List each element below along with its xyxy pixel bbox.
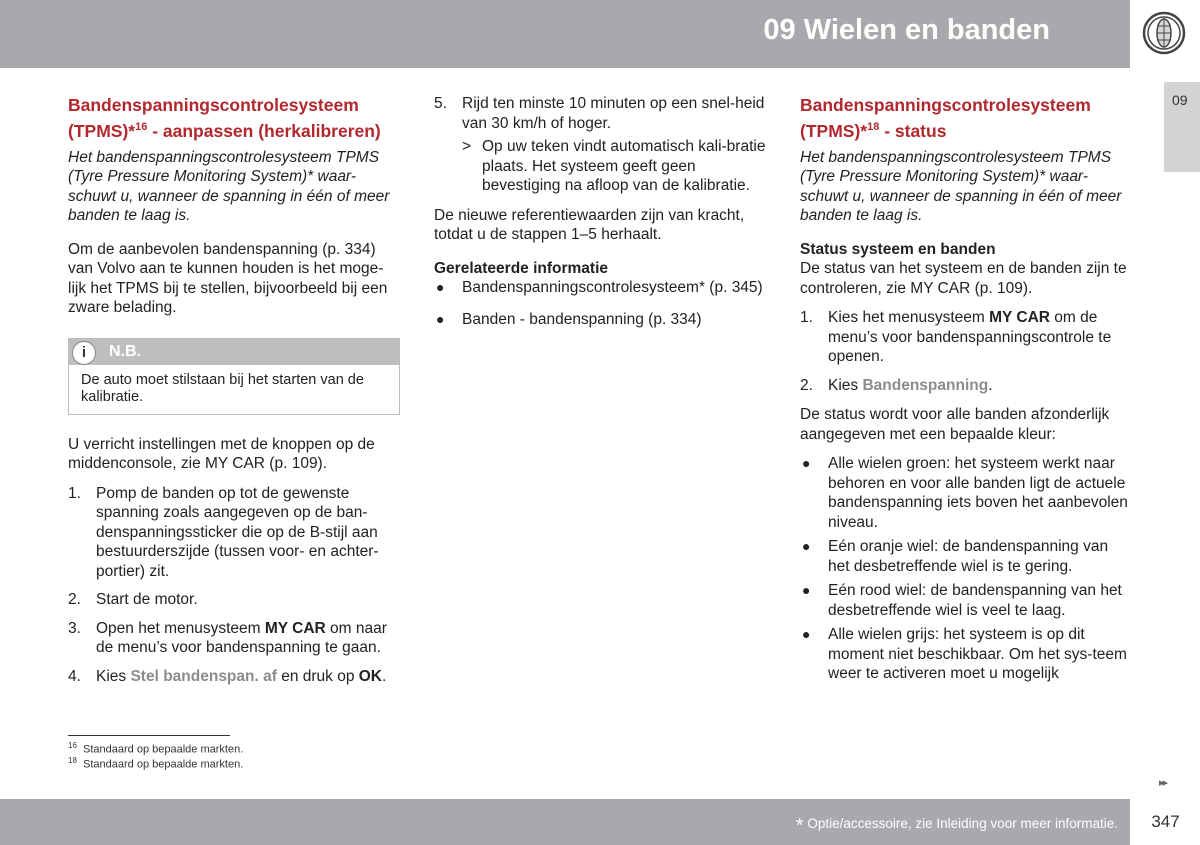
section-heading-calibrate bbox=[68, 94, 400, 142]
step-text: Pomp de banden op tot de gewenste spanning zoals aangegeven op de ban-denspanningssticker die op de B-stijl aan bestuurderszijde (tussen voor- en achter-portier) zit. bbox=[96, 484, 379, 580]
sub-step-marker: > bbox=[462, 138, 472, 155]
chapter-tab-label: 09 bbox=[1172, 92, 1188, 108]
steps-list bbox=[68, 484, 400, 687]
intro-text: Het bandenspanningscontrolesysteem TPMS (Tyre Pressure Monitoring System)* waar-schuwt u, wanneer de spanning in één of meer banden te laag is. bbox=[800, 148, 1122, 225]
asterisk-icon: * bbox=[795, 815, 804, 837]
step-text: Rijd ten minste 10 minuten op een snel-heid van 30 km/h of hoger. bbox=[462, 95, 765, 132]
info-icon: i bbox=[72, 341, 96, 365]
footnote-divider bbox=[68, 735, 230, 736]
footnote bbox=[68, 756, 243, 771]
step-text: Kies bbox=[828, 376, 863, 394]
bullet-text: Eén rood wiel: de bandenspanning van het desbetreffende wiel is veel te laag. bbox=[828, 582, 1122, 619]
step-text: om naar de menu’s voor bandenspanning te gaan. bbox=[96, 619, 387, 657]
step-text: Start de motor. bbox=[96, 591, 198, 609]
bullet-icon: ● bbox=[802, 538, 811, 555]
steps-list bbox=[434, 94, 766, 133]
step-number: 2. bbox=[800, 376, 813, 394]
paragraph: Om de aanbevolen bandenspanning (p. 334) van Volvo aan te kunnen houden is het moge-lijk het TPMS bij te stellen, bijvoorbeeld bij een zware belading. bbox=[68, 240, 388, 317]
step-number: 2. bbox=[68, 591, 81, 609]
list-item bbox=[68, 667, 400, 687]
menu-name: MY CAR bbox=[264, 619, 326, 637]
heading-text: Bandenspanningscontrolesysteem (TPMS)* bbox=[68, 95, 359, 141]
footnote bbox=[68, 741, 243, 756]
note-text: De auto moet stilstaan bij het starten van de kalibratie. bbox=[81, 371, 364, 405]
note-label: N.B. bbox=[109, 342, 141, 360]
footnote-text: Standaard op bepaalde markten. bbox=[83, 743, 244, 756]
footnote-number: 16 bbox=[68, 741, 77, 750]
bullet-icon: ● bbox=[802, 582, 811, 599]
bullet-text: Alle wielen grijs: het systeem is op dit moment niet beschikbaar. Om het sys-teem weer te activeren moet u mogelijk bbox=[828, 626, 1127, 683]
note-header bbox=[69, 339, 399, 365]
list-item bbox=[800, 581, 1132, 620]
page-footer bbox=[0, 799, 1130, 845]
list-item bbox=[800, 308, 1132, 367]
step-text: Kies het menusysteem bbox=[828, 309, 990, 327]
bullet-text: Alle wielen groen: het systeem werkt naar behoren en voor alle banden ligt de actuele bandenspanning iets boven het aanbevolen niveau. bbox=[828, 455, 1128, 531]
step-text: om de menu’s voor bandenspanningscontrole te openen. bbox=[828, 309, 1112, 366]
bullet-icon: ● bbox=[436, 279, 445, 295]
steps-list bbox=[800, 308, 1132, 395]
footnote-ref: 16 bbox=[135, 121, 148, 133]
heading-text-end: - aanpassen (herkalibreren) bbox=[147, 120, 381, 141]
heading-text: Bandenspanningscontrolesysteem (TPMS)* bbox=[800, 95, 1091, 141]
column-3 bbox=[800, 94, 1132, 689]
related-link-text: Bandenspanningscontrolesysteem* (p. 345) bbox=[462, 279, 763, 296]
related-list bbox=[434, 278, 766, 329]
step-text: . bbox=[988, 376, 993, 394]
tyre-icon bbox=[1131, 0, 1200, 68]
intro-text: Het bandenspanningscontrolesysteem TPMS (Tyre Pressure Monitoring System)* waar-schuwt u, wanneer de spanning in één of meer banden te laag is. bbox=[68, 148, 390, 225]
list-item bbox=[68, 590, 400, 610]
paragraph: De status van het systeem en de banden zijn te controleren, zie MY CAR (p. 109). bbox=[800, 260, 1127, 297]
bullet-icon: ● bbox=[436, 310, 445, 327]
list-item bbox=[68, 619, 400, 658]
related-heading: Gerelateerde informatie bbox=[434, 259, 609, 277]
footer-note bbox=[796, 815, 1118, 838]
step-number: 1. bbox=[800, 309, 813, 327]
sub-step bbox=[462, 137, 766, 196]
section-heading-status bbox=[800, 94, 1132, 142]
step-text: Open het menusysteem bbox=[96, 619, 265, 637]
list-item bbox=[800, 537, 1132, 576]
footnote-number: 18 bbox=[68, 756, 77, 765]
footnote-ref: 18 bbox=[867, 121, 880, 133]
menu-option: Bandenspanning bbox=[862, 376, 989, 394]
related-link-text: Banden - bandenspanning (p. 334) bbox=[462, 310, 702, 328]
list-item bbox=[68, 484, 400, 582]
menu-name: MY CAR bbox=[989, 309, 1050, 327]
subheading: Status systeem en banden bbox=[800, 240, 996, 258]
bullet-text: Eén oranje wiel: de bandenspanning van het desbetreffende wiel is te gering. bbox=[828, 538, 1109, 575]
step-number: 5. bbox=[434, 95, 447, 112]
paragraph: De status wordt voor alle banden afzonderlijk aangegeven met een bepaalde kleur: bbox=[800, 406, 1110, 443]
chapter-title: 09 Wielen en banden bbox=[763, 14, 1050, 46]
paragraph: De nieuwe referentiewaarden zijn van kracht, totdat u de stappen 1–5 herhaalt. bbox=[434, 206, 745, 243]
step-number: 1. bbox=[68, 484, 81, 502]
page-header bbox=[0, 0, 1130, 68]
step-number: 4. bbox=[68, 667, 81, 685]
footnote-text: Standaard op bepaalde markten. bbox=[83, 758, 244, 771]
sub-step-text: Op uw teken vindt automatisch kali-bratie plaats. Het systeem geeft geen bevestiging na afloop van de kalibratie. bbox=[482, 138, 766, 194]
step-text: en druk op bbox=[276, 667, 359, 685]
list-item bbox=[800, 625, 1132, 684]
bullet-icon: ● bbox=[802, 626, 811, 643]
footer-text: Optie/accessoire, zie Inleiding voor meer informatie. bbox=[807, 816, 1118, 831]
step-text: . bbox=[382, 667, 387, 685]
column-2 bbox=[434, 94, 766, 334]
paragraph: U verricht instellingen met de knoppen op de middenconsole, zie MY CAR (p. 109). bbox=[68, 435, 375, 473]
list-item bbox=[800, 454, 1132, 532]
header-icon-box bbox=[1131, 0, 1200, 68]
related-link[interactable] bbox=[434, 310, 766, 330]
related-link[interactable] bbox=[434, 278, 766, 298]
step-text: Kies bbox=[96, 667, 131, 685]
step-number: 3. bbox=[68, 619, 81, 637]
status-bullets bbox=[800, 454, 1132, 684]
column-1 bbox=[68, 94, 400, 696]
note-box bbox=[68, 338, 400, 415]
chapter-tab bbox=[1164, 82, 1200, 172]
continue-icon: ▸▸ bbox=[1159, 777, 1167, 789]
list-item bbox=[800, 376, 1132, 396]
heading-text-end: - status bbox=[879, 120, 947, 141]
menu-option: Stel bandenspan. af bbox=[130, 667, 277, 685]
button-name: OK bbox=[358, 667, 382, 685]
page-number: 347 bbox=[1131, 799, 1200, 845]
list-item bbox=[434, 94, 766, 133]
bullet-icon: ● bbox=[802, 455, 811, 472]
